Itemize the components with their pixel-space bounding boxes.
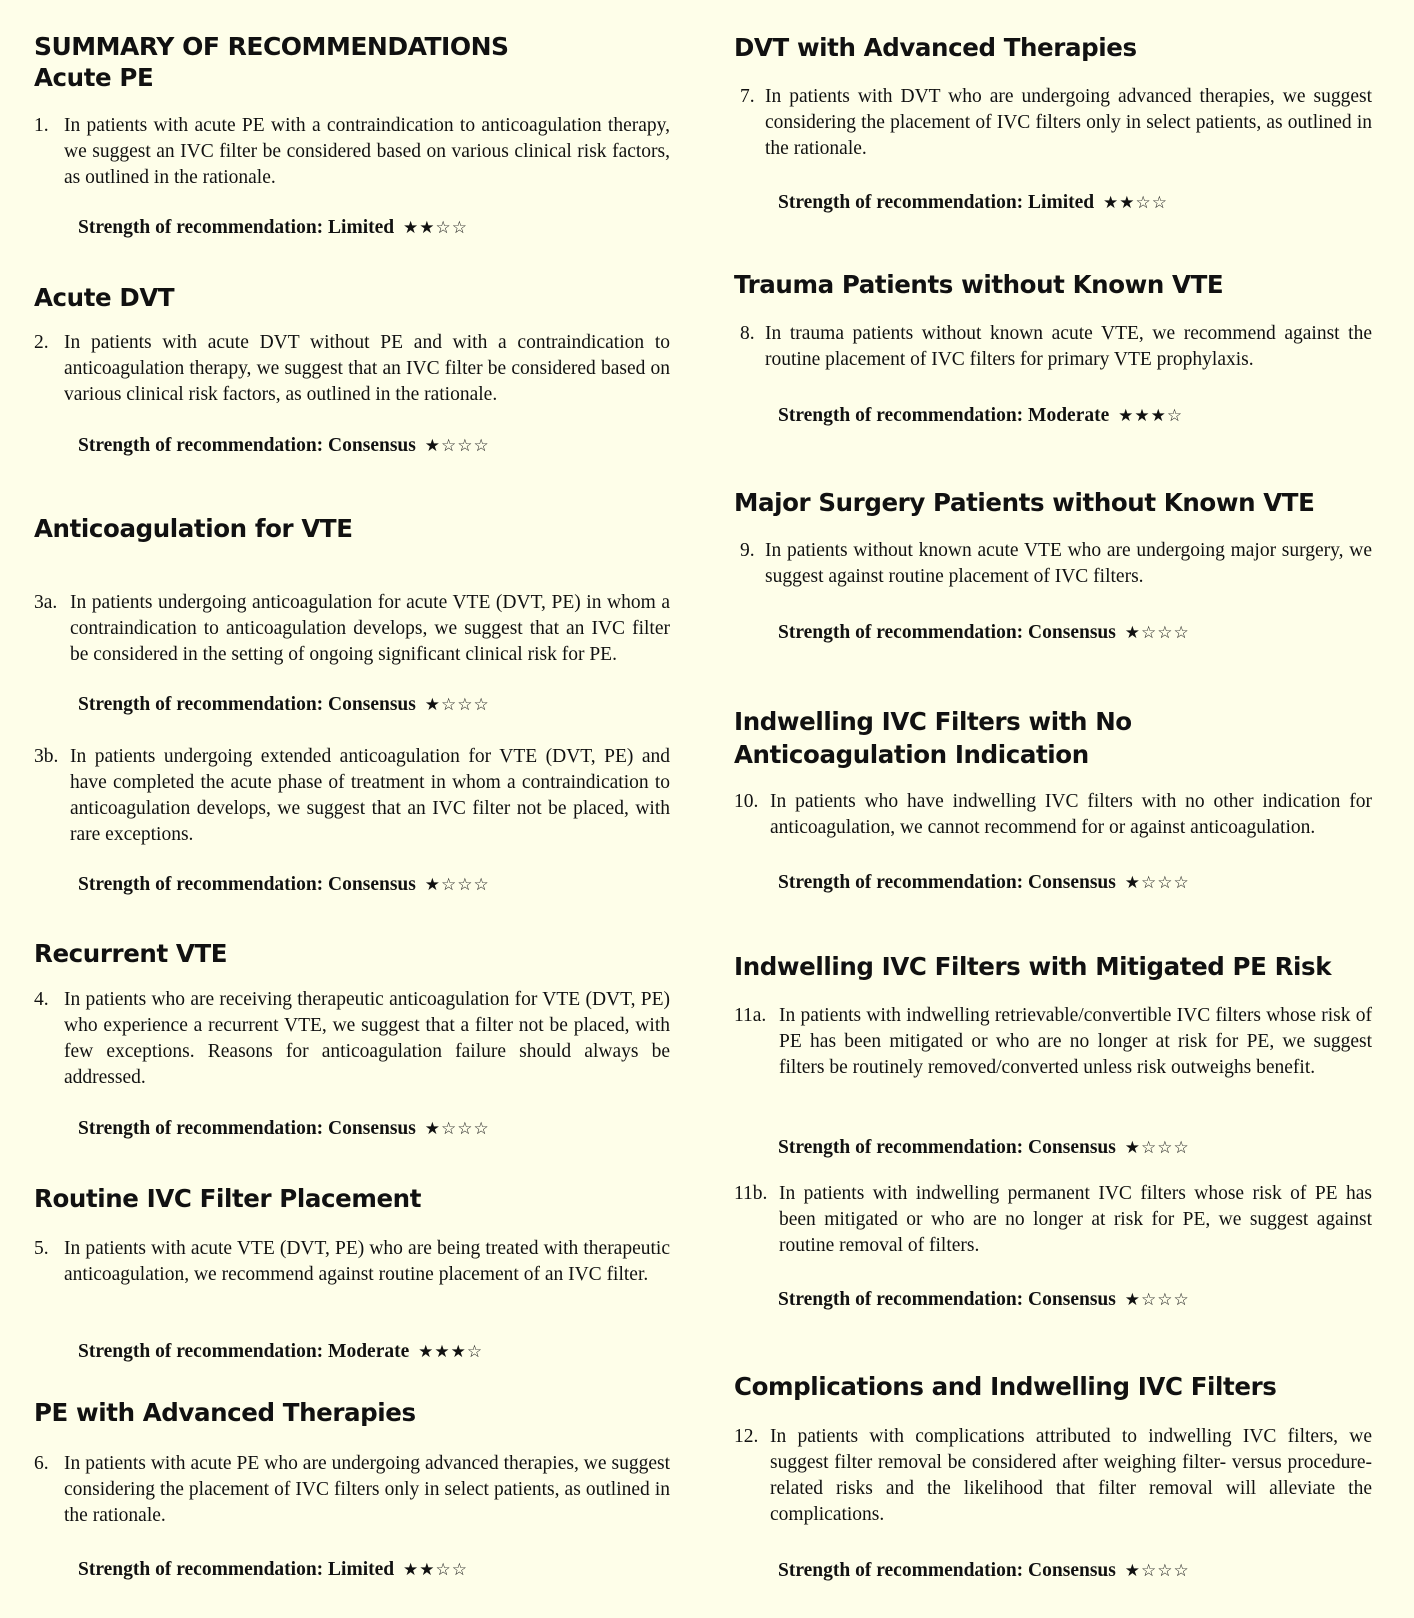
recommendation-text: In patients who are receiving therapeutic anticoagulation for VTE (DVT, PE) who experience a recurrent VTE, we suggest that a filter not be placed, with few exceptions. Reasons for anticoagulation failure should always be addressed. bbox=[64, 989, 670, 1088]
section-heading-recurrent-vte: Recurrent VTE bbox=[34, 939, 228, 968]
strength-stars-icon: ★☆☆☆ bbox=[424, 875, 490, 895]
strength-stars-icon: ★★☆☆ bbox=[1103, 193, 1168, 213]
strength-of-recommendation bbox=[778, 1135, 1190, 1161]
recommendation-text: In trauma patients without known acute VTE, we recommend against the routine placement of IVC filters for primary VTE prophylaxis. bbox=[765, 323, 1372, 370]
strength-of-recommendation bbox=[78, 215, 468, 241]
recommendation-number: 12. bbox=[734, 1426, 759, 1447]
recommendation-number: 4. bbox=[34, 989, 49, 1010]
strength-prefix: Strength of recommendation: bbox=[778, 872, 1024, 893]
strength-level: Moderate bbox=[328, 1341, 410, 1362]
recommendation-number: 3a. bbox=[34, 592, 58, 613]
recommendation-number: 10. bbox=[734, 791, 759, 812]
recommendation-text: In patients with acute DVT without PE and with a contraindication to anticoagulation therapy, we suggest that an IVC filter be considered based on various clinical risk factors, as outlined in the rationale. bbox=[64, 332, 670, 405]
strength-level: Consensus bbox=[328, 694, 416, 715]
recommendation-text: In patients with acute VTE (DVT, PE) who are being treated with therapeutic anticoagulation, we recommend against routine placement of an IVC filter. bbox=[64, 1238, 670, 1285]
section-heading-indwelling-ivc-filters-no-anticoagulation: Indwelling IVC Filters with No Anticoagulation Indication bbox=[734, 707, 1132, 769]
recommendation-8 bbox=[734, 321, 1372, 373]
strength-level: Limited bbox=[328, 1559, 395, 1580]
recommendation-11a bbox=[734, 1003, 1372, 1081]
strength-level: Consensus bbox=[1028, 1289, 1116, 1310]
recommendation-text: In patients undergoing anticoagulation for acute VTE (DVT, PE) in whom a contraindication to anticoagulation develops, we suggest that an IVC filter be considered in the setting of ongoing significant clinical risk for PE. bbox=[70, 592, 670, 665]
strength-of-recommendation bbox=[78, 1339, 483, 1365]
strength-prefix: Strength of recommendation: bbox=[78, 874, 324, 895]
recommendation-1 bbox=[34, 113, 670, 191]
recommendation-3a bbox=[34, 590, 670, 668]
strength-of-recommendation bbox=[78, 433, 490, 459]
strength-prefix: Strength of recommendation: bbox=[78, 435, 324, 456]
recommendation-text: In patients without known acute VTE who are undergoing major surgery, we suggest against routine placement of IVC filters. bbox=[765, 540, 1372, 587]
strength-of-recommendation bbox=[78, 872, 490, 898]
strength-stars-icon: ★☆☆☆ bbox=[1124, 1138, 1190, 1158]
strength-level: Limited bbox=[328, 217, 395, 238]
strength-stars-icon: ★★★☆ bbox=[1118, 406, 1184, 426]
strength-prefix: Strength of recommendation: bbox=[778, 405, 1024, 426]
strength-level: Consensus bbox=[328, 1118, 416, 1139]
recommendation-text: In patients who have indwelling IVC filters with no other indication for anticoagulation, we cannot recommend for or against anticoagulation. bbox=[770, 791, 1372, 838]
strength-of-recommendation bbox=[778, 870, 1190, 896]
recommendation-number: 7. bbox=[740, 86, 755, 107]
strength-stars-icon: ★☆☆☆ bbox=[1124, 623, 1190, 643]
strength-stars-icon: ★★★☆ bbox=[418, 1342, 484, 1362]
strength-prefix: Strength of recommendation: bbox=[78, 694, 324, 715]
recommendation-number: 11a. bbox=[734, 1005, 767, 1026]
section-heading-routine-ivc-filter-placement: Routine IVC Filter Placement bbox=[34, 1184, 422, 1213]
strength-of-recommendation bbox=[778, 620, 1190, 646]
recommendation-6 bbox=[34, 1451, 670, 1529]
section-heading-acute-dvt: Acute DVT bbox=[34, 283, 175, 312]
section-heading-acute-pe: Acute PE bbox=[34, 63, 154, 92]
recommendation-4 bbox=[34, 987, 670, 1091]
recommendation-number: 9. bbox=[740, 540, 755, 561]
strength-stars-icon: ★☆☆☆ bbox=[424, 436, 490, 456]
recommendation-11b bbox=[734, 1181, 1372, 1259]
recommendation-7 bbox=[734, 84, 1372, 162]
strength-prefix: Strength of recommendation: bbox=[778, 1289, 1024, 1310]
strength-prefix: Strength of recommendation: bbox=[78, 1341, 324, 1362]
section-heading-indwelling-ivc-filters-mitigated-pe-risk: Indwelling IVC Filters with Mitigated PE Risk bbox=[734, 952, 1332, 981]
recommendation-text: In patients with acute PE who are undergoing advanced therapies, we suggest considering the placement of IVC filters only in select patients, as outlined in the rationale. bbox=[64, 1453, 670, 1526]
recommendation-10 bbox=[734, 789, 1372, 841]
strength-level: Consensus bbox=[1028, 872, 1116, 893]
strength-of-recommendation bbox=[778, 1287, 1190, 1313]
recommendation-number: 3b. bbox=[34, 746, 59, 767]
section-heading-pe-with-advanced-therapies: PE with Advanced Therapies bbox=[34, 1398, 416, 1427]
recommendation-number: 2. bbox=[34, 332, 49, 353]
recommendation-text: In patients undergoing extended anticoagulation for VTE (DVT, PE) and have completed the acute phase of treatment in whom a contraindication to anticoagulation develops, we suggest that an IVC filter not be placed, with rare exceptions. bbox=[70, 746, 670, 845]
strength-stars-icon: ★☆☆☆ bbox=[1124, 873, 1190, 893]
strength-level: Consensus bbox=[1028, 1560, 1116, 1581]
document-title: SUMMARY OF RECOMMENDATIONS bbox=[34, 32, 509, 61]
strength-of-recommendation bbox=[78, 1557, 468, 1583]
recommendation-text: In patients with acute PE with a contraindication to anticoagulation therapy, we suggest an IVC filter be considered based on various clinical risk factors, as outlined in the rationale. bbox=[64, 115, 670, 188]
strength-of-recommendation bbox=[778, 403, 1183, 429]
strength-prefix: Strength of recommendation: bbox=[78, 1118, 324, 1139]
strength-level: Moderate bbox=[1028, 405, 1110, 426]
recommendation-number: 5. bbox=[34, 1238, 49, 1259]
strength-of-recommendation bbox=[778, 1558, 1190, 1584]
section-heading-major-surgery-patients-without-known-vte: Major Surgery Patients without Known VTE bbox=[734, 488, 1315, 517]
section-heading-complications-indwelling-ivc-filters: Complications and Indwelling IVC Filters bbox=[734, 1372, 1277, 1401]
recommendation-3b bbox=[34, 744, 670, 848]
strength-of-recommendation bbox=[78, 692, 490, 718]
recommendation-2 bbox=[34, 330, 670, 408]
strength-stars-icon: ★☆☆☆ bbox=[424, 695, 490, 715]
strength-prefix: Strength of recommendation: bbox=[778, 1560, 1024, 1581]
strength-level: Limited bbox=[1028, 192, 1095, 213]
strength-prefix: Strength of recommendation: bbox=[778, 1137, 1024, 1158]
recommendation-9 bbox=[734, 538, 1372, 590]
recommendation-text: In patients with DVT who are undergoing advanced therapies, we suggest considering the placement of IVC filters only in select patients, as outlined in the rationale. bbox=[765, 86, 1372, 159]
strength-prefix: Strength of recommendation: bbox=[778, 622, 1024, 643]
strength-prefix: Strength of recommendation: bbox=[778, 192, 1024, 213]
strength-level: Consensus bbox=[1028, 1137, 1116, 1158]
section-heading-dvt-with-advanced-therapies: DVT with Advanced Therapies bbox=[734, 33, 1137, 62]
recommendation-5 bbox=[34, 1236, 670, 1288]
strength-prefix: Strength of recommendation: bbox=[78, 1559, 324, 1580]
recommendation-number: 8. bbox=[740, 323, 755, 344]
strength-level: Consensus bbox=[328, 874, 416, 895]
recommendation-text: In patients with indwelling permanent IVC filters whose risk of PE has been mitigated or who are no longer at risk for PE, we suggest against routine removal of filters. bbox=[779, 1183, 1372, 1256]
strength-of-recommendation bbox=[778, 190, 1168, 216]
strength-of-recommendation bbox=[78, 1116, 490, 1142]
strength-stars-icon: ★☆☆☆ bbox=[1124, 1561, 1190, 1581]
recommendation-12 bbox=[734, 1424, 1372, 1528]
recommendation-number: 6. bbox=[34, 1453, 49, 1474]
strength-level: Consensus bbox=[328, 435, 416, 456]
strength-prefix: Strength of recommendation: bbox=[78, 217, 324, 238]
strength-level: Consensus bbox=[1028, 622, 1116, 643]
strength-stars-icon: ★☆☆☆ bbox=[1124, 1290, 1190, 1310]
section-heading-trauma-patients-without-known-vte: Trauma Patients without Known VTE bbox=[734, 270, 1224, 299]
section-heading-anticoagulation-for-vte: Anticoagulation for VTE bbox=[34, 514, 353, 543]
strength-stars-icon: ★★☆☆ bbox=[403, 1560, 468, 1580]
recommendation-text: In patients with complications attributed to indwelling IVC filters, we suggest filter removal be considered after weighing filter- versus procedure-related risks and the likelihood that filter removal will alleviate the complications. bbox=[770, 1426, 1372, 1525]
recommendation-number: 11b. bbox=[734, 1183, 768, 1204]
recommendation-number: 1. bbox=[34, 115, 49, 136]
strength-stars-icon: ★☆☆☆ bbox=[424, 1119, 490, 1139]
recommendation-text: In patients with indwelling retrievable/convertible IVC filters whose risk of PE has been mitigated or who are no longer at risk for PE, we suggest filters be routinely removed/converted unless risk outweighs benefit. bbox=[779, 1005, 1372, 1078]
strength-stars-icon: ★★☆☆ bbox=[403, 218, 468, 238]
